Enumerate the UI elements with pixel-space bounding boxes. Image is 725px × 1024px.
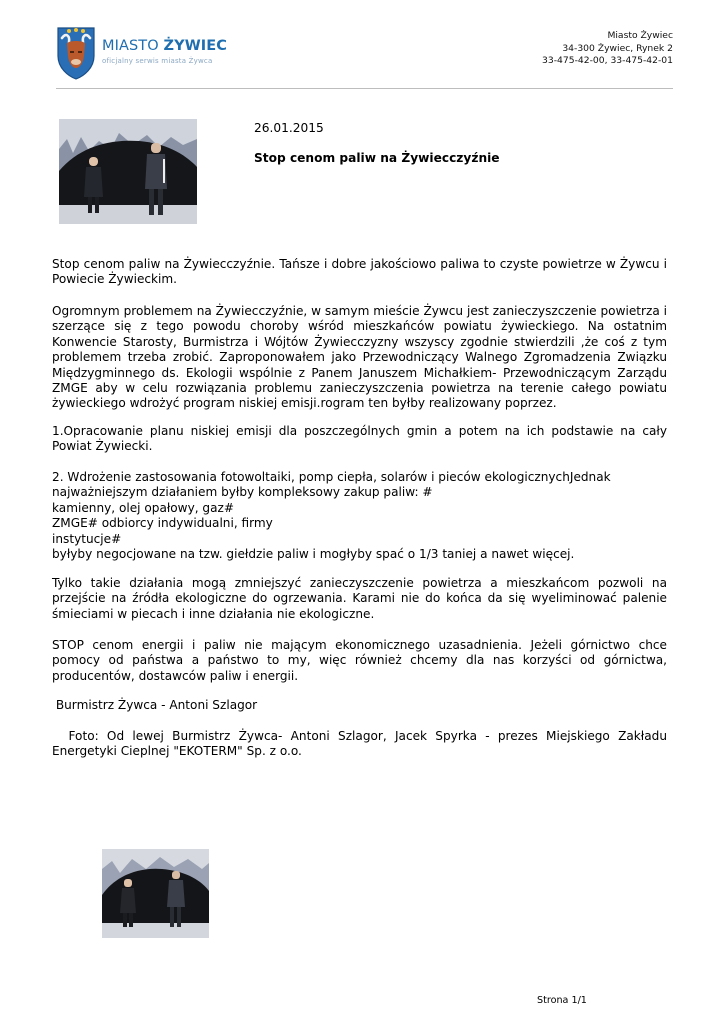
paragraph-text: Tylko takie działania mogą zmniejszyć zanieczyszczenie powietrza a mieszkańcom pozwoli na przejście na źródła ekologiczne do ogrzewania. Karami nie do końca da się wyeliminować palenie śmieciami w piecach i inne działania nie ekologiczne. [52, 576, 667, 621]
page-number: Strona 1/1 [537, 995, 587, 1006]
paragraph-1 [52, 257, 667, 288]
point2-line-4: ZMGE# odbiorcy indywidualni, firmy [52, 516, 273, 531]
paragraph-5 [52, 576, 667, 622]
point2-line-5: instytucje# [52, 531, 122, 546]
contact-block [542, 30, 673, 68]
logo-tagline: oficjalny serwis miasta Żywca [102, 57, 213, 65]
header-divider [56, 88, 673, 89]
contact-name: Miasto Żywiec [607, 30, 673, 41]
logo-city-text: MIASTO [102, 38, 159, 54]
logo-name-text: ŻYWIEC [163, 38, 228, 54]
point2-line-3: kamienny, olej opałowy, gaz# [52, 500, 234, 515]
paragraph-6 [52, 638, 667, 684]
paragraph-4-garbled [52, 470, 725, 547]
point2-line-2: najważniejszym działaniem byłby kompleksowy zakup paliw: # [52, 485, 433, 500]
coat-of-arms-icon [56, 26, 96, 80]
article-photo-top [59, 119, 197, 224]
paragraph-4-tail: byłyby negocjowane na tzw. giełdzie paliw i mogłyby spać o 1/3 taniej a nawet więcej. [52, 547, 575, 561]
article-photo-bottom [102, 849, 209, 938]
photo-caption: Foto: Od lewej Burmistrz Żywca- Antoni Szlagor, Jacek Spyrka - prezes Miejskiego Zakładu Energetyki Cieplnej "EKOTERM" Sp. z o.o. [52, 729, 671, 759]
contact-phones: 33-475-42-00, 33-475-42-01 [542, 55, 673, 66]
site-logo[interactable] [56, 26, 226, 82]
point2-line-1: 2. Wdrożenie zastosowania fotowoltaiki, pomp ciepła, solarów i pieców ekologicznychJednak [52, 470, 611, 484]
paragraph-text: STOP cenom energii i paliw nie mającym ekonomicznego uzasadnienia. Jeżeli górnictwo chce pomocy od państwa a państwo to my, więc również chcemy dla nas korzyści od górnictwa, producentów, dostawców paliw i energii. [52, 638, 667, 683]
paragraph-text: Ogromnym problemem na Żywiecczyźnie, w samym mieście Żywcu jest zanieczyszczenie powietrza i szerzące się z tego powodu choroby wśród mieszkańców powiatu żywieckiego. Na ostatnim Konwencie Starosty, Burmistrza i Wójtów Żywiecczyzny wszyscy zgodnie stwierdzili ,że coś z tym problemem trzeba zrobić. Zaproponowałem jako Przewodniczący Walnego Zgromadzenia Związku Międzygminnego ds. Ekologii wspólnie z Panem Januszem Michałkiem- Przewodniczącym Zarządu ZMGE aby w celu rozwiązania problemu zanieczyszczenia powietrza na terenie całego powiatu żywieckiego wdrożyć program niskiej emisji.rogram ten byłby realizowany poprzez. [52, 304, 667, 411]
paragraph-text: Stop cenom paliw na Żywiecczyźnie. Tańsze i dobre jakościowo paliwa to czyste powietrze w Żywcu i Powiecie Żywieckim. [52, 257, 667, 287]
paragraph-3 [52, 424, 667, 455]
article-title: Stop cenom paliw na Żywiecczyźnie [254, 151, 500, 165]
paragraph-2 [52, 304, 667, 412]
paragraph-text: 1.Opracowanie planu niskiej emisji dla poszczególnych gmin a potem na ich podstawie na cały Powiat Żywiecki. [52, 424, 667, 454]
signature: Burmistrz Żywca - Antoni Szlagor [52, 698, 258, 712]
article-date: 26.01.2015 [254, 121, 324, 135]
contact-address: 34-300 Żywiec, Rynek 2 [562, 42, 673, 54]
